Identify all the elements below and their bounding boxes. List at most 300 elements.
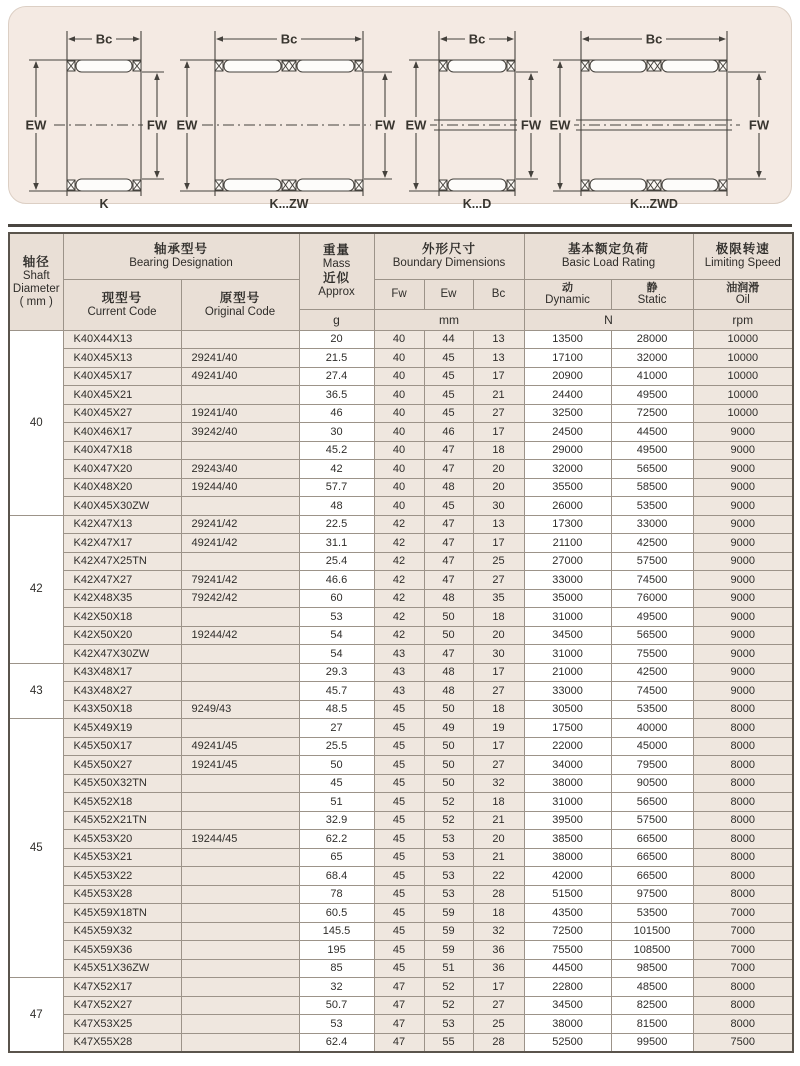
table-row — [9, 700, 793, 719]
oil-speed-cell: 9000 — [693, 663, 793, 682]
divider-rule — [8, 224, 792, 227]
diagram-caption: K...D — [462, 197, 492, 211]
shaft-diameter-cell: 47 — [9, 978, 63, 1053]
ew-cell: 47 — [424, 441, 473, 460]
bc-cell: 27 — [473, 571, 524, 590]
static-load-cell: 57500 — [611, 552, 693, 571]
original-code-cell — [181, 885, 299, 904]
fw-cell: 43 — [374, 645, 424, 664]
mass-cell: 54 — [299, 645, 374, 664]
dynamic-load-cell: 29000 — [524, 441, 611, 460]
ew-cell: 59 — [424, 941, 473, 960]
header-oil: 油润滑 Oil — [693, 279, 793, 309]
original-code-cell — [181, 904, 299, 923]
fw-cell: 45 — [374, 774, 424, 793]
header-shaft-unit: ( mm ) — [19, 295, 53, 308]
static-load-cell: 76000 — [611, 589, 693, 608]
original-code-cell: 19244/45 — [181, 830, 299, 849]
bc-cell: 32 — [473, 774, 524, 793]
shaft-diameter-cell: 45 — [9, 719, 63, 978]
oil-speed-cell: 9000 — [693, 589, 793, 608]
current-code-cell: K42X48X35 — [63, 589, 181, 608]
ew-cell: 51 — [424, 959, 473, 978]
oil-speed-cell: 9000 — [693, 571, 793, 590]
table-row — [9, 589, 793, 608]
ew-cell: 50 — [424, 700, 473, 719]
original-code-cell — [181, 848, 299, 867]
table-row — [9, 330, 793, 349]
ew-cell: 52 — [424, 793, 473, 812]
bc-cell: 18 — [473, 793, 524, 812]
header-fw: Fw — [374, 279, 424, 309]
mass-cell: 42 — [299, 460, 374, 479]
ew-cell: 45 — [424, 404, 473, 423]
dynamic-load-cell: 39500 — [524, 811, 611, 830]
mass-cell: 60.5 — [299, 904, 374, 923]
table-row — [9, 441, 793, 460]
oil-speed-cell: 9000 — [693, 441, 793, 460]
dynamic-load-cell: 52500 — [524, 1033, 611, 1052]
static-load-cell: 48500 — [611, 978, 693, 997]
mass-cell: 53 — [299, 608, 374, 627]
dynamic-load-cell: 13500 — [524, 330, 611, 349]
fw-cell: 45 — [374, 848, 424, 867]
current-code-cell: K45X52X21TN — [63, 811, 181, 830]
original-code-cell — [181, 867, 299, 886]
bc-cell: 25 — [473, 1015, 524, 1034]
bc-cell: 35 — [473, 589, 524, 608]
bc-cell: 25 — [473, 552, 524, 571]
current-code-cell: K45X59X18TN — [63, 904, 181, 923]
original-code-cell — [181, 978, 299, 997]
static-load-cell: 101500 — [611, 922, 693, 941]
original-code-cell — [181, 552, 299, 571]
oil-speed-cell: 7500 — [693, 1033, 793, 1052]
table-row — [9, 682, 793, 701]
oil-speed-cell: 9000 — [693, 682, 793, 701]
ew-cell: 47 — [424, 571, 473, 590]
current-code-cell: K40X47X18 — [63, 441, 181, 460]
static-load-cell: 74500 — [611, 571, 693, 590]
original-code-cell: 39242/40 — [181, 423, 299, 442]
unit-load-n: N — [524, 309, 693, 330]
ew-cell: 50 — [424, 756, 473, 775]
original-code-cell: 79242/42 — [181, 589, 299, 608]
header-shaft-en1: Shaft — [22, 269, 50, 282]
oil-speed-cell: 7000 — [693, 904, 793, 923]
static-load-cell: 45000 — [611, 737, 693, 756]
fw-cell: 45 — [374, 737, 424, 756]
static-load-cell: 75500 — [611, 645, 693, 664]
fw-cell: 47 — [374, 996, 424, 1015]
bc-cell: 27 — [473, 996, 524, 1015]
oil-speed-cell: 10000 — [693, 330, 793, 349]
oil-speed-cell: 10000 — [693, 367, 793, 386]
mass-cell: 195 — [299, 941, 374, 960]
bc-cell: 13 — [473, 515, 524, 534]
static-load-cell: 108500 — [611, 941, 693, 960]
ew-cell: 48 — [424, 589, 473, 608]
dynamic-load-cell: 42000 — [524, 867, 611, 886]
static-load-cell: 66500 — [611, 867, 693, 886]
table-row — [9, 423, 793, 442]
dim-label-fw: FW — [520, 117, 542, 133]
oil-speed-cell: 8000 — [693, 996, 793, 1015]
dynamic-load-cell: 44500 — [524, 959, 611, 978]
mass-cell: 27 — [299, 719, 374, 738]
current-code-cell: K40X45X27 — [63, 404, 181, 423]
mass-cell: 45.2 — [299, 441, 374, 460]
ew-cell: 48 — [424, 663, 473, 682]
static-load-cell: 49500 — [611, 441, 693, 460]
static-load-cell: 42500 — [611, 663, 693, 682]
header-dynamic: 动 Dynamic — [524, 279, 611, 309]
bc-cell: 18 — [473, 700, 524, 719]
mass-cell: 45 — [299, 774, 374, 793]
bc-cell: 18 — [473, 608, 524, 627]
original-code-cell — [181, 663, 299, 682]
oil-speed-cell: 10000 — [693, 404, 793, 423]
dim-label-fw: FW — [748, 117, 770, 133]
table-row — [9, 737, 793, 756]
mass-cell: 62.2 — [299, 830, 374, 849]
fw-cell: 42 — [374, 571, 424, 590]
original-code-cell: 19244/40 — [181, 478, 299, 497]
oil-speed-cell: 8000 — [693, 737, 793, 756]
bc-cell: 28 — [473, 885, 524, 904]
original-code-cell — [181, 996, 299, 1015]
table-row — [9, 460, 793, 479]
current-code-cell: K45X59X32 — [63, 922, 181, 941]
static-load-cell: 44500 — [611, 423, 693, 442]
mass-cell: 65 — [299, 848, 374, 867]
mass-cell: 32.9 — [299, 811, 374, 830]
original-code-cell — [181, 1015, 299, 1034]
bc-cell: 20 — [473, 478, 524, 497]
current-code-cell: K42X47X27 — [63, 571, 181, 590]
mass-cell: 36.5 — [299, 386, 374, 405]
static-load-cell: 90500 — [611, 774, 693, 793]
header-current-code: 现型号 Current Code — [63, 279, 181, 330]
table-header — [9, 233, 793, 330]
dim-label-bc: Bc — [645, 31, 663, 47]
ew-cell: 50 — [424, 608, 473, 627]
ew-cell: 48 — [424, 682, 473, 701]
header-bearing-designation: 轴承型号 Bearing Designation — [63, 233, 299, 279]
original-code-cell: 29243/40 — [181, 460, 299, 479]
dim-label-ew: EW — [25, 117, 47, 133]
current-code-cell: K40X44X13 — [63, 330, 181, 349]
bc-cell: 17 — [473, 663, 524, 682]
mass-cell: 78 — [299, 885, 374, 904]
oil-speed-cell: 7000 — [693, 922, 793, 941]
original-code-cell — [181, 1033, 299, 1052]
dynamic-load-cell: 38000 — [524, 1015, 611, 1034]
original-code-cell: 19244/42 — [181, 626, 299, 645]
header-original-code: 原型号 Original Code — [181, 279, 299, 330]
mass-cell: 54 — [299, 626, 374, 645]
ew-cell: 53 — [424, 1015, 473, 1034]
mass-cell: 50.7 — [299, 996, 374, 1015]
oil-speed-cell: 8000 — [693, 774, 793, 793]
current-code-cell: K43X48X27 — [63, 682, 181, 701]
current-code-cell: K47X53X25 — [63, 1015, 181, 1034]
dynamic-load-cell: 32500 — [524, 404, 611, 423]
ew-cell: 48 — [424, 478, 473, 497]
ew-cell: 47 — [424, 515, 473, 534]
mass-cell: 30 — [299, 423, 374, 442]
table-row — [9, 497, 793, 516]
table-row — [9, 534, 793, 553]
static-load-cell: 79500 — [611, 756, 693, 775]
static-load-cell: 53500 — [611, 497, 693, 516]
ew-cell: 45 — [424, 349, 473, 368]
fw-cell: 47 — [374, 1015, 424, 1034]
oil-speed-cell: 9000 — [693, 515, 793, 534]
fw-cell: 40 — [374, 349, 424, 368]
bc-cell: 17 — [473, 978, 524, 997]
bc-cell: 21 — [473, 386, 524, 405]
original-code-cell — [181, 682, 299, 701]
mass-cell: 29.3 — [299, 663, 374, 682]
bc-cell: 22 — [473, 867, 524, 886]
bc-cell: 27 — [473, 756, 524, 775]
ew-cell: 49 — [424, 719, 473, 738]
bc-cell: 28 — [473, 1033, 524, 1052]
oil-speed-cell: 8000 — [693, 756, 793, 775]
header-shaft-zh: 轴径 — [22, 254, 50, 269]
static-load-cell: 41000 — [611, 367, 693, 386]
table-row — [9, 811, 793, 830]
dim-label-bc: Bc — [280, 31, 298, 47]
static-load-cell: 42500 — [611, 534, 693, 553]
ew-cell: 47 — [424, 645, 473, 664]
oil-speed-cell: 9000 — [693, 608, 793, 627]
fw-cell: 47 — [374, 978, 424, 997]
original-code-cell: 49241/42 — [181, 534, 299, 553]
bearing-spec-table — [8, 232, 794, 1053]
dim-label-fw: FW — [374, 117, 396, 133]
current-code-cell: K42X47X13 — [63, 515, 181, 534]
dynamic-load-cell: 75500 — [524, 941, 611, 960]
original-code-cell — [181, 608, 299, 627]
dynamic-load-cell: 21000 — [524, 663, 611, 682]
dim-label-bc: Bc — [468, 31, 486, 47]
bc-cell: 20 — [473, 626, 524, 645]
header-shaft-en2: Diameter — [12, 282, 60, 295]
fw-cell: 40 — [374, 367, 424, 386]
header-basic-load-rating: 基本额定负荷 Basic Load Rating — [524, 233, 693, 279]
table-row — [9, 719, 793, 738]
dim-label-ew: EW — [176, 117, 198, 133]
ew-cell: 45 — [424, 367, 473, 386]
bc-cell: 36 — [473, 959, 524, 978]
original-code-cell — [181, 793, 299, 812]
static-load-cell: 53500 — [611, 700, 693, 719]
table-row — [9, 571, 793, 590]
bearing-diagram-k — [21, 15, 171, 213]
dynamic-load-cell: 33000 — [524, 571, 611, 590]
current-code-cell: K40X46X17 — [63, 423, 181, 442]
ew-cell: 59 — [424, 922, 473, 941]
dynamic-load-cell: 38000 — [524, 774, 611, 793]
current-code-cell: K45X49X19 — [63, 719, 181, 738]
current-code-cell: K45X53X28 — [63, 885, 181, 904]
ew-cell: 52 — [424, 978, 473, 997]
original-code-cell — [181, 959, 299, 978]
mass-cell: 50 — [299, 756, 374, 775]
bc-cell: 17 — [473, 423, 524, 442]
current-code-cell: K42X47X30ZW — [63, 645, 181, 664]
original-code-cell: 29241/40 — [181, 349, 299, 368]
current-code-cell: K47X55X28 — [63, 1033, 181, 1052]
current-code-cell: K42X50X20 — [63, 626, 181, 645]
dim-label-fw: FW — [146, 117, 168, 133]
oil-speed-cell: 8000 — [693, 830, 793, 849]
static-load-cell: 57500 — [611, 811, 693, 830]
fw-cell: 42 — [374, 515, 424, 534]
original-code-cell: 29241/42 — [181, 515, 299, 534]
fw-cell: 45 — [374, 904, 424, 923]
fw-cell: 45 — [374, 811, 424, 830]
original-code-cell — [181, 774, 299, 793]
oil-speed-cell: 9000 — [693, 534, 793, 553]
original-code-cell — [181, 922, 299, 941]
fw-cell: 45 — [374, 719, 424, 738]
table-row — [9, 885, 793, 904]
mass-cell: 45.7 — [299, 682, 374, 701]
table-row — [9, 1033, 793, 1052]
ew-cell: 53 — [424, 848, 473, 867]
mass-cell: 20 — [299, 330, 374, 349]
mass-cell: 57.7 — [299, 478, 374, 497]
original-code-cell — [181, 719, 299, 738]
static-load-cell: 49500 — [611, 386, 693, 405]
ew-cell: 45 — [424, 497, 473, 516]
original-code-cell: 49241/40 — [181, 367, 299, 386]
table-row — [9, 922, 793, 941]
current-code-cell: K45X50X32TN — [63, 774, 181, 793]
oil-speed-cell: 7000 — [693, 959, 793, 978]
bc-cell: 36 — [473, 941, 524, 960]
fw-cell: 40 — [374, 404, 424, 423]
fw-cell: 45 — [374, 959, 424, 978]
dynamic-load-cell: 22800 — [524, 978, 611, 997]
oil-speed-cell: 9000 — [693, 423, 793, 442]
current-code-cell: K45X50X27 — [63, 756, 181, 775]
header-shaft-diameter — [9, 233, 63, 330]
static-load-cell: 56500 — [611, 460, 693, 479]
diagram-caption: K...ZW — [269, 197, 309, 211]
bc-cell: 32 — [473, 922, 524, 941]
ew-cell: 52 — [424, 996, 473, 1015]
mass-cell: 46.6 — [299, 571, 374, 590]
current-code-cell: K40X47X20 — [63, 460, 181, 479]
mass-cell: 25.4 — [299, 552, 374, 571]
bc-cell: 13 — [473, 330, 524, 349]
ew-cell: 50 — [424, 774, 473, 793]
bc-cell: 17 — [473, 534, 524, 553]
header-limiting-speed: 极限转速 Limiting Speed — [693, 233, 793, 279]
original-code-cell: 19241/40 — [181, 404, 299, 423]
static-load-cell: 82500 — [611, 996, 693, 1015]
oil-speed-cell: 9000 — [693, 645, 793, 664]
ew-cell: 47 — [424, 460, 473, 479]
static-load-cell: 49500 — [611, 608, 693, 627]
dynamic-load-cell: 34000 — [524, 756, 611, 775]
dynamic-load-cell: 38000 — [524, 848, 611, 867]
bearing-diagram-k-zw — [173, 15, 401, 213]
oil-speed-cell: 9000 — [693, 478, 793, 497]
static-load-cell: 32000 — [611, 349, 693, 368]
mass-cell: 46 — [299, 404, 374, 423]
dynamic-load-cell: 51500 — [524, 885, 611, 904]
bc-cell: 17 — [473, 367, 524, 386]
dynamic-load-cell: 26000 — [524, 497, 611, 516]
table-row — [9, 663, 793, 682]
table-body — [9, 330, 793, 1052]
table-row — [9, 386, 793, 405]
static-load-cell: 74500 — [611, 682, 693, 701]
static-load-cell: 58500 — [611, 478, 693, 497]
oil-speed-cell: 9000 — [693, 626, 793, 645]
dynamic-load-cell: 31000 — [524, 645, 611, 664]
current-code-cell: K45X51X36ZW — [63, 959, 181, 978]
original-code-cell — [181, 386, 299, 405]
bc-cell: 18 — [473, 904, 524, 923]
ew-cell: 53 — [424, 867, 473, 886]
fw-cell: 42 — [374, 608, 424, 627]
static-load-cell: 33000 — [611, 515, 693, 534]
dynamic-load-cell: 34500 — [524, 996, 611, 1015]
oil-speed-cell: 8000 — [693, 793, 793, 812]
oil-speed-cell: 10000 — [693, 349, 793, 368]
table-row — [9, 404, 793, 423]
ew-cell: 59 — [424, 904, 473, 923]
table-row — [9, 904, 793, 923]
mass-cell: 27.4 — [299, 367, 374, 386]
oil-speed-cell: 10000 — [693, 386, 793, 405]
table-row — [9, 626, 793, 645]
oil-speed-cell: 9000 — [693, 552, 793, 571]
current-code-cell: K40X45X30ZW — [63, 497, 181, 516]
table-row — [9, 478, 793, 497]
unit-speed-rpm: rpm — [693, 309, 793, 330]
oil-speed-cell: 8000 — [693, 848, 793, 867]
oil-speed-cell: 7000 — [693, 941, 793, 960]
mass-cell: 62.4 — [299, 1033, 374, 1052]
dynamic-load-cell: 43500 — [524, 904, 611, 923]
static-load-cell: 66500 — [611, 848, 693, 867]
oil-speed-cell: 8000 — [693, 867, 793, 886]
original-code-cell — [181, 330, 299, 349]
dynamic-load-cell: 20900 — [524, 367, 611, 386]
ew-cell: 50 — [424, 737, 473, 756]
oil-speed-cell: 8000 — [693, 885, 793, 904]
header-boundary-dimensions: 外形尺寸 Boundary Dimensions — [374, 233, 524, 279]
dynamic-load-cell: 33000 — [524, 682, 611, 701]
table-row — [9, 941, 793, 960]
shaft-diameter-cell: 42 — [9, 515, 63, 663]
dynamic-load-cell: 32000 — [524, 460, 611, 479]
dim-label-bc: Bc — [95, 31, 113, 47]
table-row — [9, 793, 793, 812]
current-code-cell: K42X47X17 — [63, 534, 181, 553]
fw-cell: 45 — [374, 700, 424, 719]
fw-cell: 45 — [374, 941, 424, 960]
current-code-cell: K45X52X18 — [63, 793, 181, 812]
fw-cell: 45 — [374, 830, 424, 849]
